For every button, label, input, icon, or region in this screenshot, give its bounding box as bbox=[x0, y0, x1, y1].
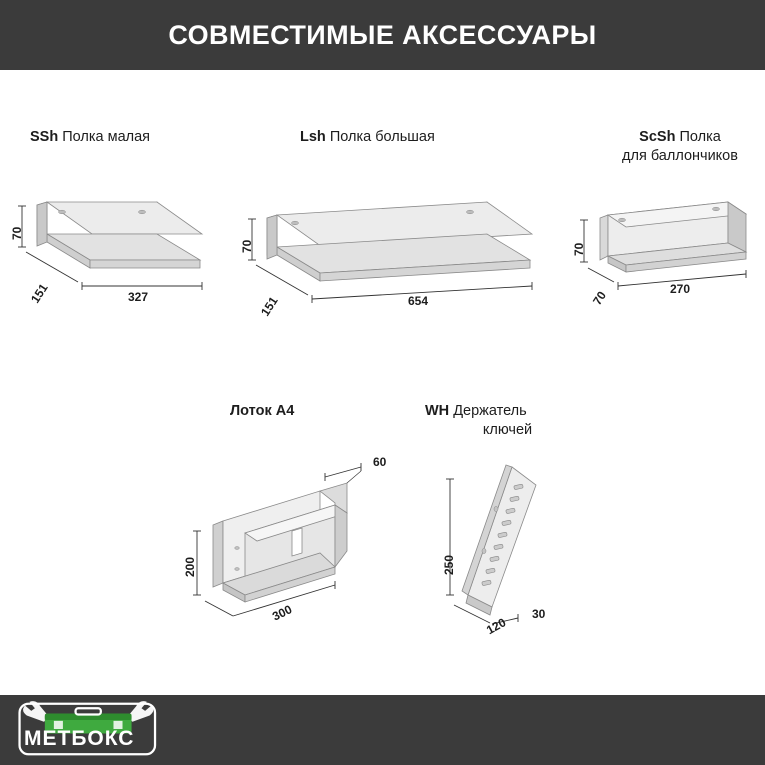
item-scsh-code: ScSh bbox=[639, 129, 676, 145]
item-lsh bbox=[300, 128, 560, 147]
item-tray-title bbox=[230, 402, 430, 421]
item-ssh bbox=[30, 128, 260, 147]
item-ssh-dim-depth: 151 bbox=[28, 281, 51, 306]
item-lsh-drawing bbox=[240, 190, 550, 320]
item-ssh-code: SSh bbox=[30, 129, 59, 145]
item-wh-dim-depth: 30 bbox=[532, 607, 546, 621]
item-scsh-name: Полка bbox=[679, 129, 721, 145]
item-wh-code: WH bbox=[425, 403, 450, 419]
item-tray bbox=[230, 402, 430, 421]
lsh-shelf-svg bbox=[240, 190, 550, 320]
item-wh-name2: ключей bbox=[482, 422, 533, 438]
item-wh-dim-height: 250 bbox=[442, 554, 456, 575]
item-ssh-drawing bbox=[10, 190, 220, 320]
item-scsh-dim-height: 70 bbox=[572, 242, 586, 256]
item-wh-name: Держатель bbox=[453, 403, 527, 419]
item-ssh-dim-height: 70 bbox=[10, 226, 24, 240]
item-lsh-dim-height: 70 bbox=[240, 239, 254, 253]
item-wh-drawing bbox=[440, 455, 580, 638]
item-scsh-title bbox=[595, 128, 765, 166]
item-lsh-dim-depth: 151 bbox=[258, 294, 281, 319]
item-ssh-title bbox=[30, 128, 260, 147]
brand-logo[interactable] bbox=[10, 701, 180, 759]
page-header bbox=[0, 0, 765, 70]
wh-key-holder-svg bbox=[440, 455, 580, 638]
page-footer bbox=[0, 695, 765, 765]
item-scsh-dim-depth: 70 bbox=[590, 288, 610, 308]
item-scsh-dim-width: 270 bbox=[670, 282, 691, 296]
item-lsh-dim-width: 654 bbox=[408, 294, 429, 308]
item-tray-dim-width: 300 bbox=[270, 602, 295, 624]
tray-a4-svg bbox=[175, 455, 405, 620]
item-scsh bbox=[595, 128, 765, 166]
item-lsh-title bbox=[300, 128, 560, 147]
page-title: СОВМЕСТИМЫЕ АКСЕССУАРЫ bbox=[168, 19, 597, 50]
item-tray-code: Лоток bbox=[230, 403, 272, 419]
item-tray-drawing bbox=[175, 455, 405, 624]
brand-name: МЕТБОКС bbox=[24, 727, 135, 750]
item-lsh-code: Lsh bbox=[300, 129, 326, 145]
item-ssh-dim-width: 327 bbox=[128, 290, 149, 304]
item-scsh-drawing bbox=[570, 190, 765, 320]
item-tray-dim-depth: 60 bbox=[373, 455, 387, 469]
item-ssh-name: Полка малая bbox=[62, 129, 151, 145]
item-tray-dim-height: 200 bbox=[183, 556, 197, 577]
item-lsh-name: Полка большая bbox=[329, 129, 435, 145]
item-wh-title bbox=[425, 402, 590, 440]
item-tray-name: A4 bbox=[275, 403, 295, 419]
item-wh-dim-width: 120 bbox=[484, 615, 509, 638]
item-wh bbox=[425, 402, 590, 440]
item-scsh-name2: для баллончиков bbox=[622, 148, 738, 164]
